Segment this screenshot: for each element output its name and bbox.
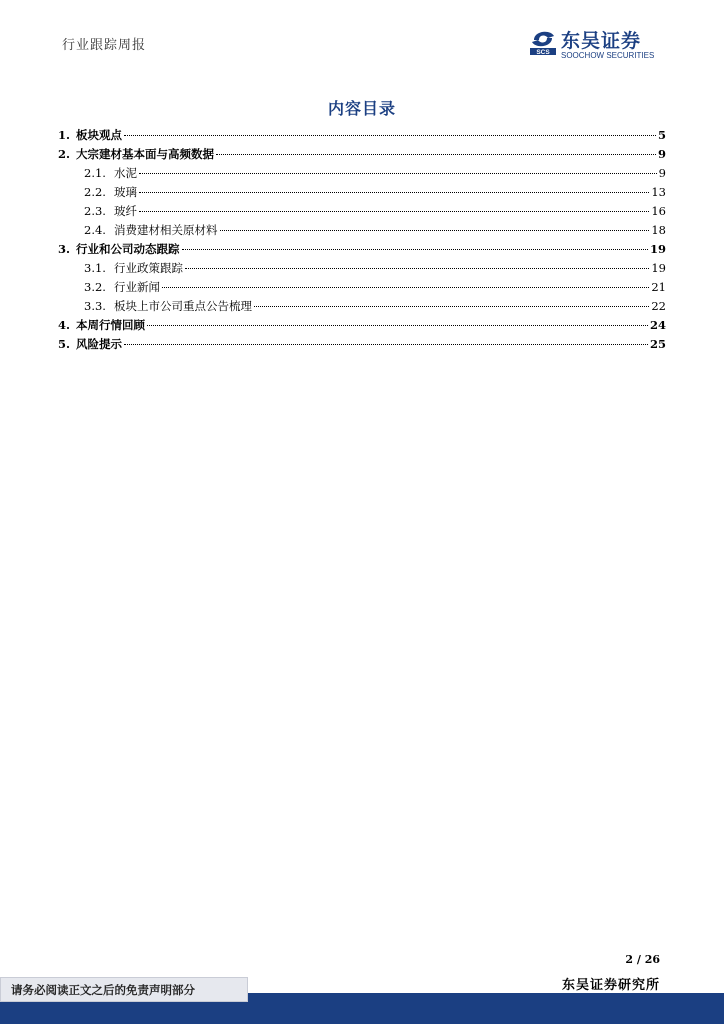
toc-entry[interactable] xyxy=(58,146,666,165)
toc-entry-page: 24 xyxy=(649,318,666,332)
toc-leader-dots xyxy=(254,305,649,307)
toc-subentry[interactable] xyxy=(58,184,666,203)
disclaimer-notice: 请务必阅读正文之后的免责声明部分 xyxy=(0,977,248,1002)
toc-leader-dots xyxy=(124,134,656,136)
toc-entry-number: 5. xyxy=(58,337,71,351)
report-type-label: 行业跟踪周报 xyxy=(62,38,147,53)
soochow-logo-icon xyxy=(528,26,558,56)
brand-logo xyxy=(528,24,678,64)
toc-entry-label: 本周行情回顾 xyxy=(76,318,145,332)
toc-entry-page: 9 xyxy=(657,147,666,161)
toc-entry-label: 行业政策跟踪 xyxy=(114,261,183,275)
toc-entry-label: 消费建材相关原材料 xyxy=(114,223,218,237)
footer-organization: 东吴证券研究所 xyxy=(561,978,660,993)
toc-leader-dots xyxy=(216,153,656,155)
toc-entry-number: 3.3. xyxy=(84,299,106,313)
toc-entry-page: 19 xyxy=(651,261,666,275)
toc-subentry[interactable] xyxy=(58,165,666,184)
table-of-contents xyxy=(58,127,666,355)
toc-entry-label: 行业新闻 xyxy=(114,280,160,294)
logo-chinese-name: 东吴证券 xyxy=(561,30,642,52)
toc-entry-number: 2.1. xyxy=(84,166,106,180)
toc-entry[interactable] xyxy=(58,241,666,260)
toc-entry-page: 5 xyxy=(657,128,666,142)
toc-entry-page: 22 xyxy=(651,299,666,313)
toc-entry-page: 16 xyxy=(651,204,666,218)
toc-entry-label: 玻纤 xyxy=(114,204,137,218)
toc-entry[interactable] xyxy=(58,127,666,146)
toc-subentry[interactable] xyxy=(58,279,666,298)
toc-entry-page: 25 xyxy=(649,337,666,351)
toc-entry-page: 21 xyxy=(651,280,666,294)
toc-leader-dots xyxy=(139,172,657,174)
toc-entry-number: 3.2. xyxy=(84,280,106,294)
toc-leader-dots xyxy=(185,267,649,269)
toc-entry-number: 2. xyxy=(58,147,71,161)
toc-leader-dots xyxy=(220,229,650,231)
toc-entry-number: 2.4. xyxy=(84,223,106,237)
toc-entry[interactable] xyxy=(58,336,666,355)
toc-leader-dots xyxy=(139,191,649,193)
page-indicator: 2 / 26 xyxy=(625,953,660,966)
toc-entry-number: 3.1. xyxy=(84,261,106,275)
toc-entry-number: 2.2. xyxy=(84,185,106,199)
toc-leader-dots xyxy=(139,210,649,212)
toc-leader-dots xyxy=(147,324,648,326)
toc-leader-dots xyxy=(124,343,648,345)
toc-leader-dots xyxy=(182,248,648,250)
toc-leader-dots xyxy=(162,286,649,288)
toc-subentry[interactable] xyxy=(58,260,666,279)
toc-entry-page: 18 xyxy=(651,223,666,237)
toc-entry-number: 1. xyxy=(58,128,71,142)
toc-subentry[interactable] xyxy=(58,203,666,222)
logo-english-name: SOOCHOW SECURITIES xyxy=(561,51,655,60)
toc-entry-page: 9 xyxy=(658,166,666,180)
toc-entry-label: 板块上市公司重点公告梳理 xyxy=(114,299,252,313)
toc-title: 内容目录 xyxy=(327,99,396,118)
toc-entry-number: 2.3. xyxy=(84,204,106,218)
logo-mark-text: SCS xyxy=(536,49,550,56)
toc-entry-page: 13 xyxy=(651,185,666,199)
toc-entry-number: 4. xyxy=(58,318,71,332)
toc-entry-label: 风险提示 xyxy=(76,337,122,351)
toc-entry[interactable] xyxy=(58,317,666,336)
toc-entry-label: 板块观点 xyxy=(76,128,122,142)
toc-entry-page: 19 xyxy=(649,242,666,256)
toc-subentry[interactable] xyxy=(58,298,666,317)
toc-entry-number: 3. xyxy=(58,242,71,256)
toc-entry-label: 玻璃 xyxy=(114,185,137,199)
toc-entry-label: 行业和公司动态跟踪 xyxy=(76,242,180,256)
toc-entry-label: 大宗建材基本面与高频数据 xyxy=(76,147,214,161)
toc-entry-label: 水泥 xyxy=(114,166,137,180)
toc-subentry[interactable] xyxy=(58,222,666,241)
